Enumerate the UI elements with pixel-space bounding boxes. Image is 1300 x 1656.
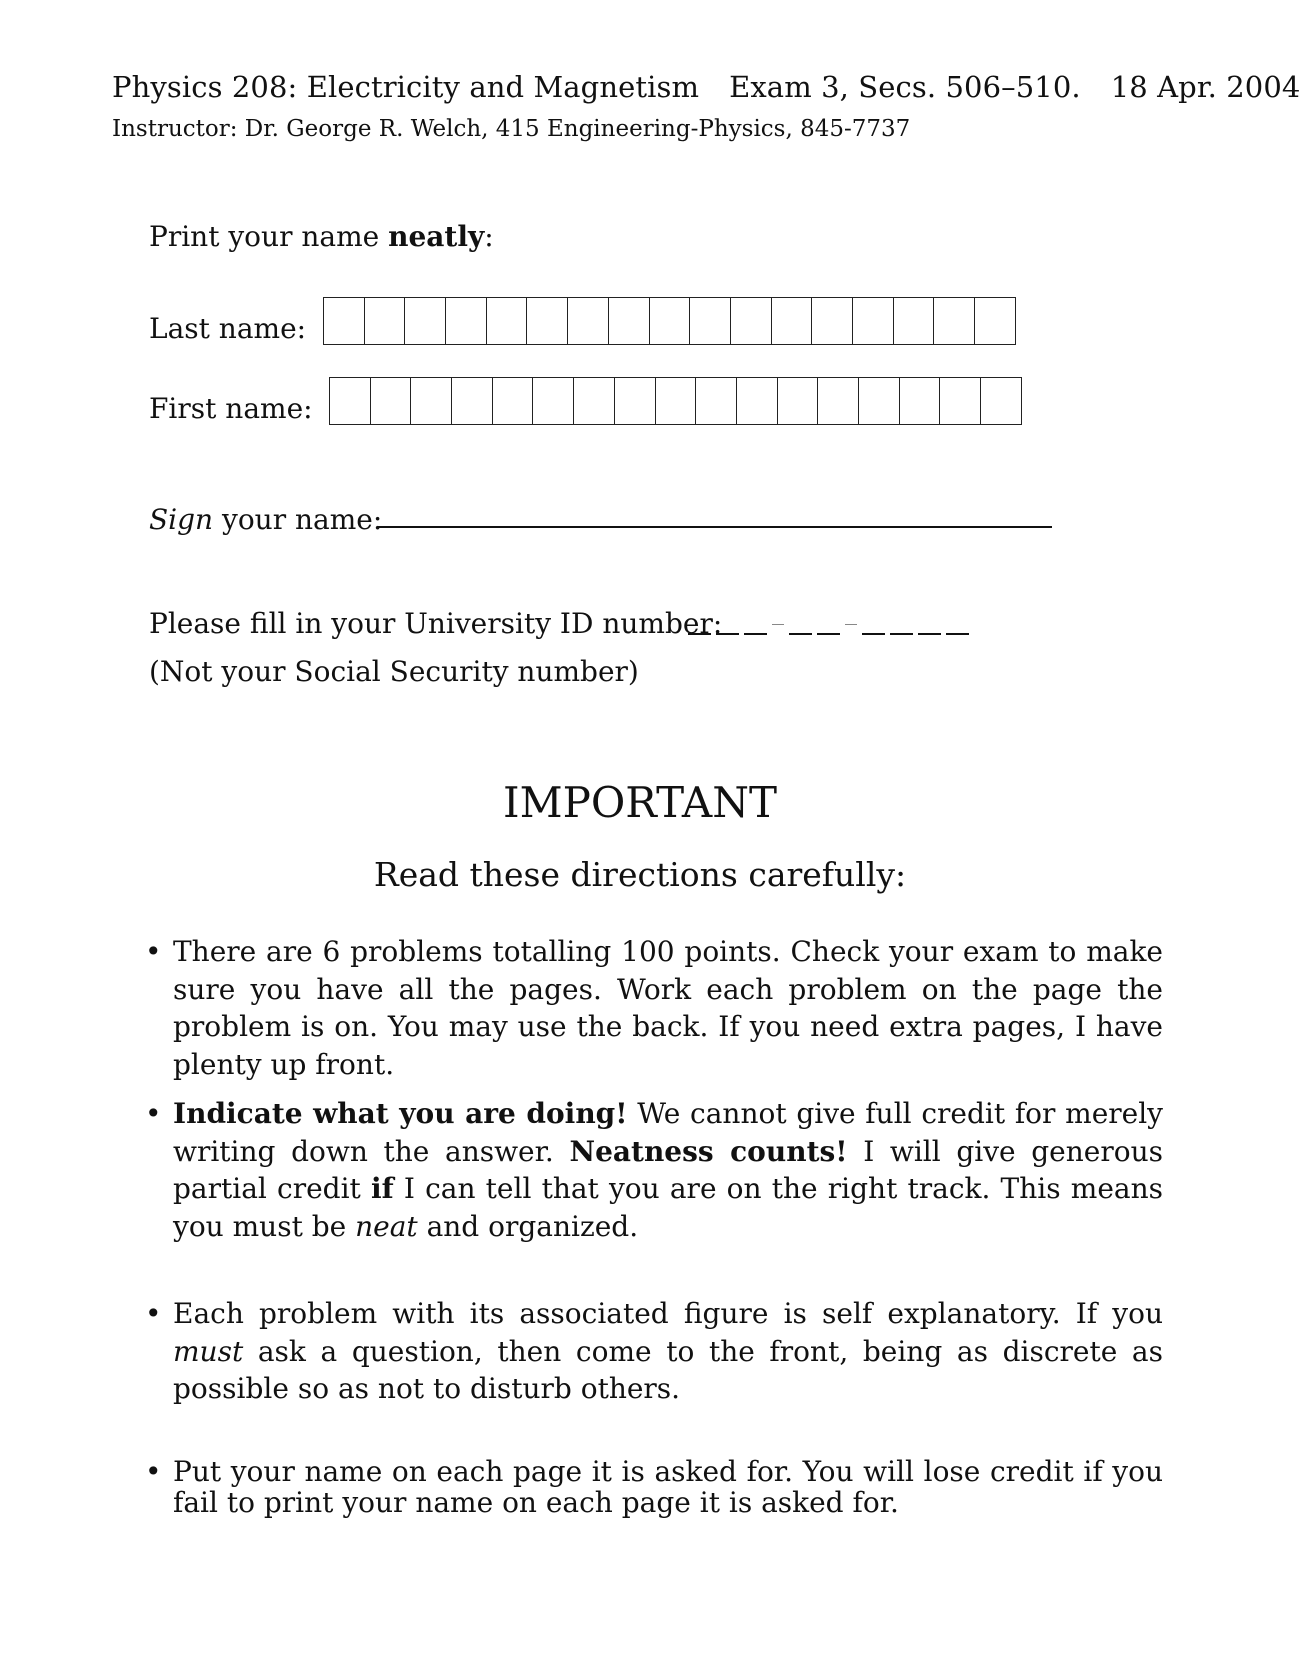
id-note: (Not your Social Security number) [149,655,639,688]
letter-box[interactable] [446,297,487,345]
letter-box[interactable] [818,377,859,425]
id-digit-blank[interactable] [862,633,885,635]
id-digit-blank[interactable] [716,633,739,635]
letter-box[interactable] [493,377,534,425]
text-run: I will give generous partial credit [173,1134,1163,1205]
id-digit-blank[interactable] [817,633,840,635]
letter-box[interactable] [330,377,371,425]
direction-text: There are 6 problems totalling 100 points. Check your exam to make sure you have all the pages. Work each problem on the page the problem is on. You may use the back. If you need extra pages, I have plenty up front. [173,935,1163,1081]
letter-box[interactable] [934,297,975,345]
letter-box[interactable] [411,377,452,425]
emphasis-italic: must [173,1334,244,1368]
letter-box[interactable] [737,377,778,425]
letter-box[interactable] [656,377,697,425]
last-name-label: Last name: [149,312,307,345]
letter-box[interactable] [527,297,568,345]
id-separator [845,624,857,625]
letter-box[interactable] [371,377,412,425]
id-digit-blank[interactable] [946,633,969,635]
letter-box[interactable] [853,297,894,345]
letter-box[interactable] [772,297,813,345]
letter-box[interactable] [615,377,656,425]
letter-box[interactable] [940,377,981,425]
exam-header [112,70,1300,104]
text-run: ask a question, then come to the front, being as discrete as possible so as not to disturb others. [173,1334,1163,1405]
letter-box[interactable] [731,297,772,345]
print-name-prefix: Print your name [149,220,389,253]
sign-italic: Sign [149,503,214,536]
letter-box[interactable] [778,377,819,425]
exam-title: Exam 3, Secs. 506–510. [729,70,1081,104]
id-digit-blank[interactable] [789,633,812,635]
direction-item [145,1456,1163,1518]
print-name-suffix: : [484,220,494,253]
letter-box[interactable] [975,297,1016,345]
emphasis-bold: if [370,1172,394,1205]
letter-box[interactable] [533,377,574,425]
letter-box[interactable] [859,377,900,425]
print-name-bold: neatly [388,220,485,253]
sign-rest: your name: [213,503,383,536]
letter-box[interactable] [690,297,731,345]
letter-box[interactable] [324,297,365,345]
direction-text: Put your name on each page it is asked for. You will lose credit if you fail to print your name on each page it is asked for. [173,1455,1163,1519]
first-name-boxes[interactable] [329,377,1022,425]
emphasis-italic: neat [355,1209,418,1243]
direction-text [173,1295,1163,1408]
exam-date: 18 Apr. 2004 [1110,70,1300,104]
important-heading: IMPORTANT [503,778,777,827]
direction-item [145,933,1163,1083]
letter-box[interactable] [574,377,615,425]
letter-box[interactable] [452,377,493,425]
directions-subtitle: Read these directions carefully: [373,855,907,894]
last-name-boxes[interactable] [323,297,1016,345]
bullet-dot: • [145,1097,162,1130]
bullet-dot: • [145,935,162,968]
letter-box[interactable] [696,377,737,425]
emphasis-bold: Neatness counts! [569,1134,848,1168]
university-id-field[interactable] [688,615,974,635]
letter-box[interactable] [487,297,528,345]
letter-box[interactable] [894,297,935,345]
text-run: We cannot give full credit for merely writing down the answer. [173,1097,1163,1168]
letter-box[interactable] [365,297,406,345]
letter-box[interactable] [568,297,609,345]
letter-box[interactable] [405,297,446,345]
letter-box[interactable] [981,377,1022,425]
letter-box[interactable] [900,377,941,425]
emphasis-bold: Indicate what you are doing! [173,1097,628,1130]
bullet-dot: • [145,1455,162,1488]
id-digit-blank[interactable] [918,633,941,635]
id-digit-blank[interactable] [688,633,711,635]
text-run: I can tell that you are on the right track. This means you must be [173,1172,1163,1243]
id-digit-blank[interactable] [890,633,913,635]
id-separator [772,624,784,625]
id-digit-blank[interactable] [744,633,767,635]
text-run: Each problem with its associated figure is self explanatory. If you [173,1297,1163,1330]
university-id-label: Please fill in your University ID number: [149,607,723,640]
print-name-instruction [149,220,494,253]
instructor-line: Instructor: Dr. George R. Welch, 415 Engineering-Physics, 845-7737 [112,116,911,142]
signature-line[interactable] [377,526,1052,528]
first-name-label: First name: [149,392,313,425]
letter-box[interactable] [650,297,691,345]
direction-text [173,1095,1163,1245]
course-title: Physics 208: Electricity and Magnetism [112,70,700,104]
letter-box[interactable] [609,297,650,345]
direction-item [145,1095,1163,1245]
letter-box[interactable] [812,297,853,345]
direction-item [145,1295,1163,1408]
bullet-dot: • [145,1297,162,1330]
sign-name-label [149,503,382,536]
text-run: and organized. [417,1209,639,1243]
